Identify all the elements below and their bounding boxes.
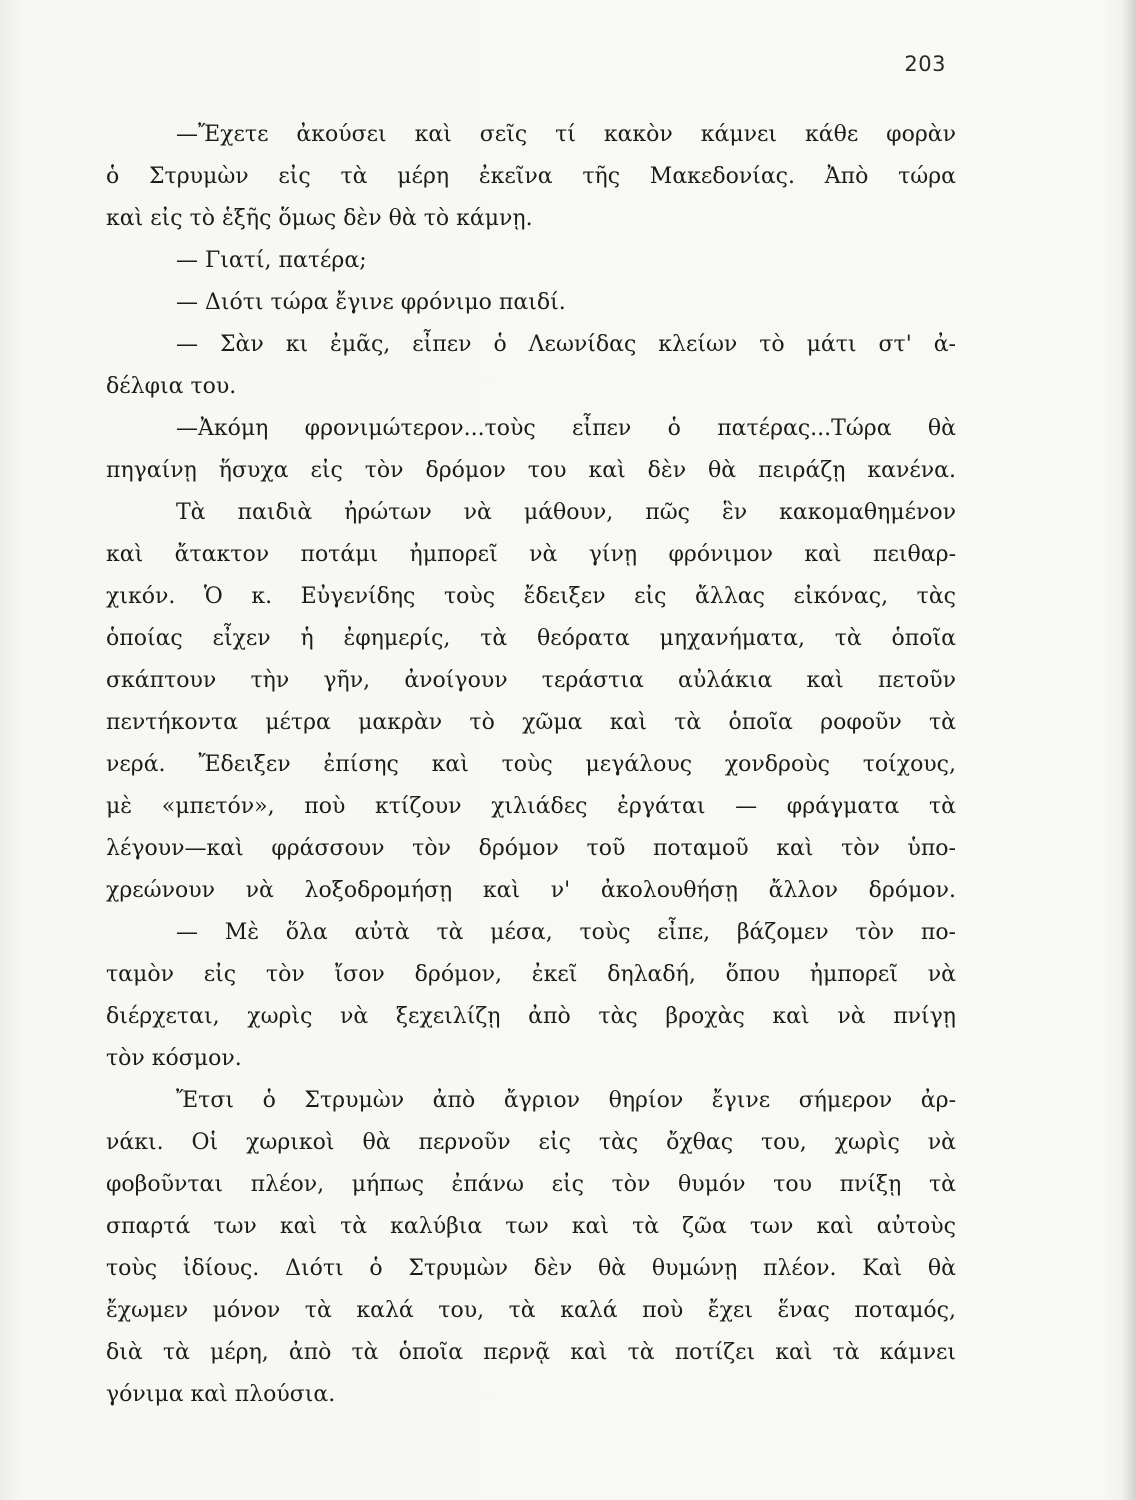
text-line: σπαρτά των καὶ τὰ καλύβια των καὶ τὰ ζῶα των καὶ αὐτοὺς [106, 1214, 956, 1239]
text-line: χικόν. Ὁ κ. Εὐγενίδης τοὺς ἔδειξεν εἰς ἄλλας εἰκόνας, τὰς [106, 584, 956, 609]
text-line: — Σὰν κι ἐμᾶς, εἶπεν ὁ Λεωνίδας κλείων τὸ μάτι στ' ἀ- [176, 332, 956, 357]
text-line: τὸν κόσμον. [106, 1046, 242, 1071]
text-line: Ἔτσι ὁ Στρυμὼν ἀπὸ ἄγριον θηρίον ἔγινε σήμερον ἀρ- [176, 1088, 956, 1113]
body-text [106, 114, 956, 1407]
text-line: δέλφια του. [106, 374, 237, 399]
text-line: πεντήκοντα μέτρα μακρὰν τὸ χῶμα καὶ τὰ ὁποῖα ροφοῦν τὰ [106, 710, 956, 735]
text-line: — Γιατί, πατέρα; [176, 248, 367, 273]
text-line: ἔχωμεν μόνον τὰ καλά του, τὰ καλά ποὺ ἔχει ἕνας ποταμός, [106, 1298, 956, 1323]
text-line: τοὺς ἰδίους. Διότι ὁ Στρυμὼν δὲν θὰ θυμώνῃ πλέον. Καὶ θὰ [106, 1256, 956, 1281]
text-line: μὲ «μπετόν», ποὺ κτίζουν χιλιάδες ἐργάται — φράγματα τὰ [106, 794, 956, 819]
text-line: φοβοῦνται πλέον, μήπως ἐπάνω εἰς τὸν θυμόν του πνίξῃ τὰ [106, 1172, 956, 1197]
text-line: —Ἔχετε ἀκούσει καὶ σεῖς τί κακὸν κάμνει κάθε φορὰν [176, 122, 956, 147]
text-line: — Μὲ ὅλα αὐτὰ τὰ μέσα, τοὺς εἶπε, βάζομεν τὸν πο- [176, 920, 956, 945]
text-line: χρεώνουν νὰ λοξοδρομήσῃ καὶ ν' ἀκολουθήσῃ ἄλλον δρόμον. [106, 878, 956, 903]
text-line: ὁποίας εἶχεν ἡ ἐφημερίς, τὰ θεόρατα μηχανήματα, τὰ ὁποῖα [106, 626, 956, 651]
text-line: ὁ Στρυμὼν εἰς τὰ μέρη ἐκεῖνα τῆς Μακεδονίας. Ἀπὸ τώρα [106, 164, 956, 189]
text-line: —Ἀκόμη φρονιμώτερον...τοὺς εἶπεν ὁ πατέρας...Τώρα θὰ [176, 416, 956, 441]
text-line: νάκι. Οἱ χωρικοὶ θὰ περνοῦν εἰς τὰς ὄχθας του, χωρὶς νὰ [106, 1130, 956, 1155]
page-number: 203 [904, 52, 946, 76]
text-line: διὰ τὰ μέρη, ἀπὸ τὰ ὁποῖα περνᾷ καὶ τὰ ποτίζει καὶ τὰ κάμνει [106, 1340, 956, 1365]
text-line: λέγουν—καὶ φράσσουν τὸν δρόμον τοῦ ποταμοῦ καὶ τὸν ὑπο- [106, 836, 956, 861]
text-line: Τὰ παιδιὰ ἠρώτων νὰ μάθουν, πῶς ἓν κακομαθημένον [176, 500, 956, 525]
text-line: διέρχεται, χωρὶς νὰ ξεχειλίζῃ ἀπὸ τὰς βροχὰς καὶ νὰ πνίγῃ [106, 1004, 956, 1029]
text-line: καὶ εἰς τὸ ἑξῆς ὅμως δὲν θὰ τὸ κάμνῃ. [106, 206, 533, 231]
text-line: γόνιμα καὶ πλούσια. [106, 1382, 336, 1407]
text-line: πηγαίνῃ ἥσυχα εἰς τὸν δρόμον του καὶ δὲν θὰ πειράζῃ κανένα. [106, 458, 956, 483]
page-edge-shadow [1122, 0, 1136, 1500]
text-line: σκάπτουν τὴν γῆν, ἀνοίγουν τεράστια αὐλάκια καὶ πετοῦν [106, 668, 956, 693]
text-line: νερά. Ἔδειξεν ἐπίσης καὶ τοὺς μεγάλους χονδροὺς τοίχους, [106, 752, 956, 777]
text-line: ταμὸν εἰς τὸν ἴσον δρόμον, ἐκεῖ δηλαδή, ὅπου ἠμπορεῖ νὰ [106, 962, 956, 987]
text-line: καὶ ἄτακτον ποτάμι ἠμπορεῖ νὰ γίνῃ φρόνιμον καὶ πειθαρ- [106, 542, 956, 567]
text-line: — Διότι τώρα ἔγινε φρόνιμο παιδί. [176, 290, 566, 315]
